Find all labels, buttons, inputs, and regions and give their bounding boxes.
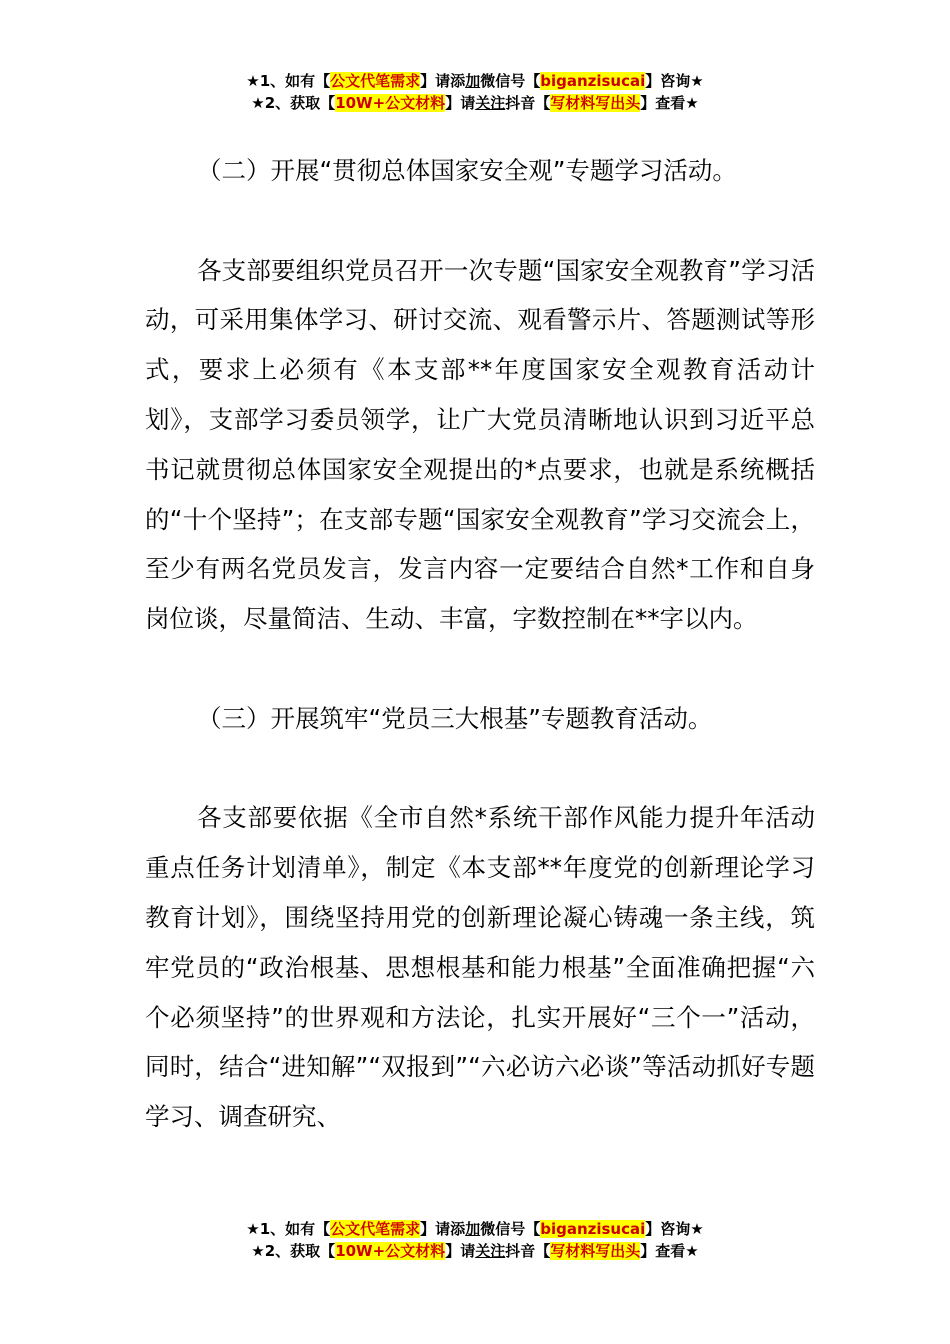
footer-banner <box>0 1218 950 1262</box>
highlight-materials: 10W+公文材料 <box>335 1242 446 1260</box>
document-body <box>145 146 815 1142</box>
highlight-douyin-account: 写材料写出头 <box>550 94 641 112</box>
section-paragraph: 各支部要组织党员召开一次专题“国家安全观教育”学习活动，可采用集体学习、研讨交流、观看警示片、答题测试等形式，要求上必须有《本支部**年度国家安全观教育活动计划》，支部学习委员领学，让广大党员清晰地认识到习近平总书记就贯彻总体国家安全观提出的*点要求，也就是系统概括的“十个坚持”；在支部专题“国家安全观教育”学习交流会上，至少有两名党员发言，发言内容一定要结合自然*工作和自身岗位谈，尽量简洁、生动、丰富，字数控制在**字以内。 <box>145 255 815 634</box>
banner-line-2: ★2、获取【10W+公文材料】请关注抖音【写材料写出头】查看★ <box>251 94 699 112</box>
header-banner <box>0 70 950 114</box>
section-heading: （二）开展“贯彻总体国家安全观”专题学习活动。 <box>197 156 737 185</box>
highlight-materials: 10W+公文材料 <box>335 94 446 112</box>
section-paragraph: 各支部要依据《全市自然*系统干部作风能力提升年活动重点任务计划清单》，制定《本支部**年度党的创新理论学习教育计划》，围绕坚持用党的创新理论凝心铸魂一条主线，筑牢党员的“政治根基、思想根基和能力根基”全面准确把握“六个必须坚持”的世界观和方法论，扎实开展好“三个一”活动，同时，结合“进知解”“双报到”“六必访六必谈”等活动抓好专题学习、调查研究、 <box>145 803 815 1132</box>
highlight-douyin-account: 写材料写出头 <box>550 1242 641 1260</box>
highlight-service: 公文代笔需求 <box>330 1220 421 1238</box>
highlight-wechat-id: biganzisucai <box>540 72 646 90</box>
highlight-wechat-id: biganzisucai <box>540 1220 646 1238</box>
banner-line-1: ★1、如有【公文代笔需求】请添加微信号【biganzisucai】咨询★ <box>246 1220 704 1238</box>
banner-line-2: ★2、获取【10W+公文材料】请关注抖音【写材料写出头】查看★ <box>251 1242 699 1260</box>
banner-line-1: ★1、如有【公文代笔需求】请添加微信号【biganzisucai】咨询★ <box>246 72 704 90</box>
section-heading: （三）开展筑牢“党员三大根基”专题教育活动。 <box>197 703 713 733</box>
highlight-service: 公文代笔需求 <box>330 72 421 90</box>
